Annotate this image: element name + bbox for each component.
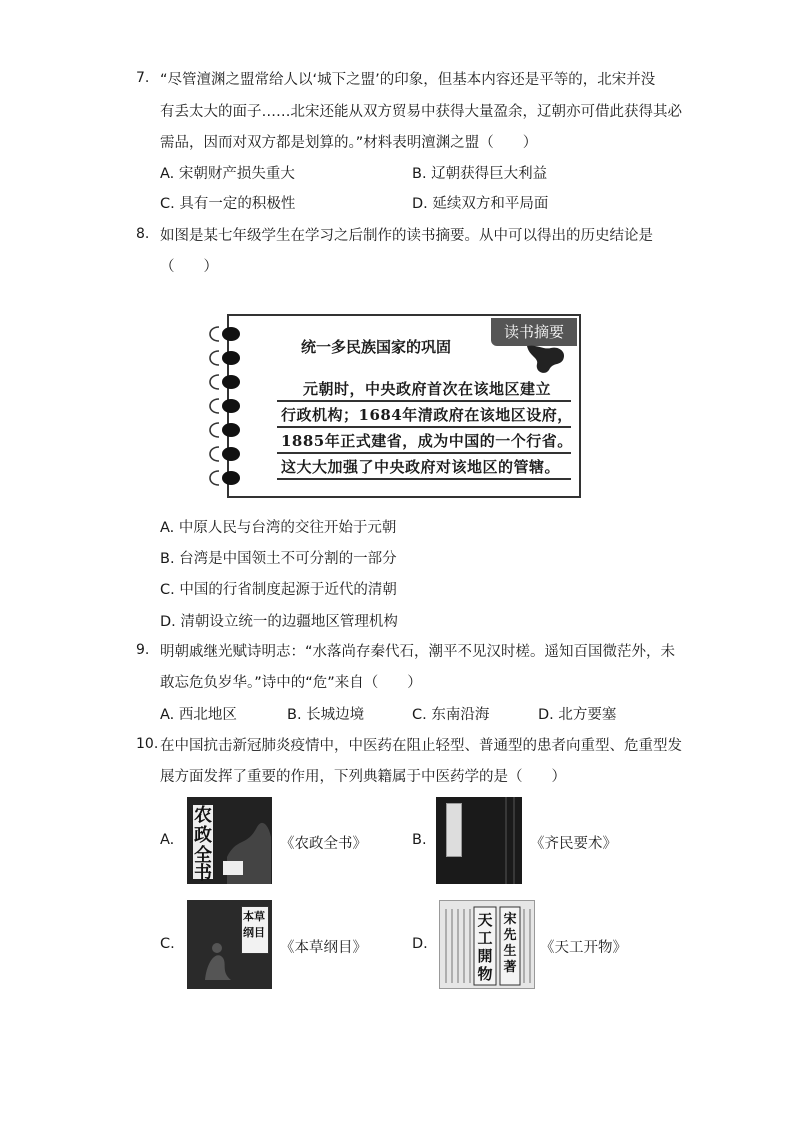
svg-text:先: 先	[503, 928, 517, 943]
q10-option-a-label[interactable]: 《农政全书》	[280, 836, 367, 852]
q10-stem-line-1: 在中国抗击新冠肺炎疫情中，中医药在阻止轻型、普通型的患者向重型、危重型发	[160, 738, 682, 754]
svg-text:本草: 本草	[243, 910, 265, 923]
q7-option-a[interactable]: A. 宋朝财产损失重大	[160, 166, 295, 182]
q7-option-c[interactable]: C. 具有一定的积极性	[160, 196, 296, 212]
notebook-rule	[277, 426, 571, 428]
q10-stem-line-2: 展方面发挥了重要的作用，下列典籍属于中医药学的是（ ）	[160, 769, 566, 785]
reading-notes-tag: 读书摘要	[491, 318, 577, 346]
notebook-rule	[277, 478, 571, 480]
svg-text:政: 政	[194, 825, 212, 846]
q9-option-a[interactable]: A. 西北地区	[160, 707, 237, 723]
notebook-line-2: 行政机构；1684年清政府在该地区设府，	[281, 406, 573, 424]
binder-ring-icon	[205, 468, 241, 488]
ink-splash-icon	[523, 342, 571, 378]
q9-option-b[interactable]: B. 长城边境	[287, 707, 365, 723]
book-cover-c[interactable]	[187, 900, 272, 989]
notebook-line-3: 1885年正式建省，成为中国的一个行省。	[281, 432, 573, 450]
q10-option-b-label[interactable]: 《齐民要术》	[530, 836, 617, 852]
q10-option-c-letter[interactable]: C.	[160, 936, 175, 952]
book-cover-d[interactable]	[439, 900, 535, 989]
q7-stem-line-1: “尽管澶渊之盟常给人以‘城下之盟’的印象，但基本内容还是平等的，北宋并没	[160, 72, 656, 88]
notebook-rule	[277, 452, 571, 454]
svg-text:工: 工	[477, 929, 493, 947]
q10-option-b-letter[interactable]: B.	[412, 832, 427, 848]
q10-number: 10.	[136, 736, 159, 752]
binder-ring-icon	[205, 324, 241, 344]
svg-text:宋: 宋	[503, 912, 517, 927]
q9-option-c[interactable]: C. 东南沿海	[412, 707, 490, 723]
q10-option-a-letter[interactable]: A.	[160, 832, 175, 848]
binder-ring-icon	[205, 372, 241, 392]
q9-option-d[interactable]: D. 北方要塞	[538, 707, 617, 723]
q8-option-c[interactable]: C. 中国的行省制度起源于近代的清朝	[160, 582, 397, 598]
notebook-line-4: 这大大加强了中央政府对该地区的管辖。	[281, 458, 561, 476]
svg-text:全: 全	[194, 845, 212, 866]
svg-text:著: 著	[503, 960, 517, 975]
svg-text:纲目: 纲目	[243, 926, 265, 939]
notebook-line-1: 元朝时，中央政府首次在该地区建立	[303, 380, 552, 398]
q8-stem-line-2: （ ）	[160, 259, 218, 275]
svg-text:天: 天	[477, 911, 493, 929]
q7-option-b[interactable]: B. 辽朝获得巨大利益	[412, 166, 548, 182]
reading-notes-figure	[205, 312, 583, 500]
q9-stem-line-2: 敢忘危负岁华。”诗中的“危”来自（ ）	[160, 675, 422, 691]
q8-option-a[interactable]: A. 中原人民与台湾的交往开始于元朝	[160, 520, 397, 536]
binder-ring-icon	[205, 348, 241, 368]
book-cover-a[interactable]	[187, 797, 272, 884]
binder-ring-icon	[205, 444, 241, 464]
q9-number: 9.	[136, 642, 150, 658]
q10-option-d-letter[interactable]: D.	[412, 936, 428, 952]
svg-text:农: 农	[194, 805, 212, 826]
q8-number: 8.	[136, 226, 150, 242]
q10-option-d-label[interactable]: 《天工开物》	[540, 940, 627, 956]
q7-stem-line-3: 需品，因而对双方都是划算的。”材料表明澶渊之盟（ ）	[160, 135, 538, 151]
notebook-title: 统一多民族国家的巩固	[301, 338, 452, 356]
binder-ring-icon	[205, 420, 241, 440]
q9-stem-line-1: 明朝戚继光赋诗明志：“水落尚存秦代石，潮平不见汉时槎。遥知百国微茫外，未	[160, 644, 676, 660]
q7-option-d[interactable]: D. 延续双方和平局面	[412, 196, 549, 212]
q8-option-b[interactable]: B. 台湾是中国领土不可分割的一部分	[160, 551, 397, 567]
q8-option-d[interactable]: D. 清朝设立统一的边疆地区管理机构	[160, 614, 398, 630]
svg-text:開: 開	[477, 947, 493, 965]
svg-text:生: 生	[503, 944, 517, 959]
q10-option-c-label[interactable]: 《本草纲目》	[280, 940, 367, 956]
svg-text:物: 物	[477, 965, 493, 983]
q8-stem-line-1: 如图是某七年级学生在学习之后制作的读书摘要。从中可以得出的历史结论是	[160, 228, 653, 244]
svg-text:书: 书	[194, 863, 212, 884]
q7-stem-line-2: 有丢太大的面子……北宋还能从双方贸易中获得大量盈余，辽朝亦可借此获得其必	[160, 104, 682, 120]
binder-ring-icon	[205, 396, 241, 416]
q7-number: 7.	[136, 70, 150, 86]
notebook-rule	[277, 400, 571, 402]
book-cover-b[interactable]	[436, 797, 522, 884]
